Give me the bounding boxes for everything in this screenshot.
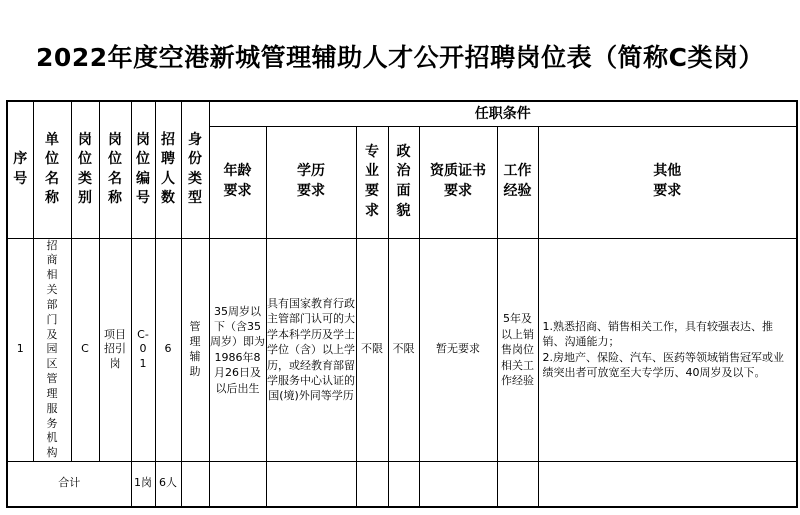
row-major: 不限 (356, 238, 388, 462)
total-empty-identity (181, 462, 209, 507)
row-education: 具有国家教育行政主管部门认可的大学本科学历及学士学位（含）以上学历，或经教育部留学服务中心认证的国(境)外同等学历 (266, 238, 356, 462)
table-row (7, 238, 797, 462)
total-empty-experience (497, 462, 538, 507)
row-post-type: C (71, 238, 99, 462)
row-count: 6 (155, 238, 181, 462)
header-political: 政治面貌 (388, 126, 419, 238)
total-empty-major (356, 462, 388, 507)
other-line-1: 1.熟悉招商、销售相关工作，具有较强表达、推销、沟通能力； (542, 320, 773, 349)
row-post-name: 项目招引岗 (99, 238, 131, 462)
header-unit: 单位名称 (33, 101, 71, 238)
row-certificate: 暂无要求 (419, 238, 497, 462)
row-identity: 管理辅助 (181, 238, 209, 462)
total-label: 合计 (7, 462, 131, 507)
header-major: 专业要求 (356, 126, 388, 238)
total-people: 6人 (155, 462, 181, 507)
total-row (7, 462, 797, 507)
total-empty-age (209, 462, 266, 507)
row-age: 35周岁以下（含35周岁）即为1986年8月26日及以后出生 (209, 238, 266, 462)
header-identity: 身份类型 (181, 101, 209, 238)
other-line-2: 2.房地产、保险、汽车、医药等领域销售冠军或业绩突出者可放宽至大专学历、40周岁及以下。 (542, 350, 784, 380)
header-count: 招聘人数 (155, 101, 181, 238)
total-empty-education (266, 462, 356, 507)
header-seq: 序号 (7, 101, 33, 238)
total-empty-political (388, 462, 419, 507)
header-post-type: 岗位类别 (71, 101, 99, 238)
header-other: 其他要求 (538, 126, 797, 238)
header-age: 年龄要求 (209, 126, 266, 238)
page-title: 2022年度空港新城管理辅助人才公开招聘岗位表（简称C类岗） (36, 43, 764, 72)
total-empty-certificate (419, 462, 497, 507)
row-other (538, 238, 797, 462)
row-political: 不限 (388, 238, 419, 462)
total-empty-other (538, 462, 797, 507)
header-certificate: 资质证书要求 (419, 126, 497, 238)
row-unit: 招商相关部门及园区管理服务机构 (33, 238, 71, 462)
header-post-name: 岗位名称 (99, 101, 131, 238)
total-posts: 1岗 (131, 462, 155, 507)
row-seq: 1 (7, 238, 33, 462)
header-conditions: 任职条件 (209, 101, 797, 126)
row-post-code: C-01 (131, 238, 155, 462)
header-experience: 工作经验 (497, 126, 538, 238)
row-experience: 5年及以上销售岗位相关工作经验 (497, 238, 538, 462)
header-education: 学历要求 (266, 126, 356, 238)
recruitment-table (6, 100, 798, 508)
header-post-code: 岗位编号 (131, 101, 155, 238)
